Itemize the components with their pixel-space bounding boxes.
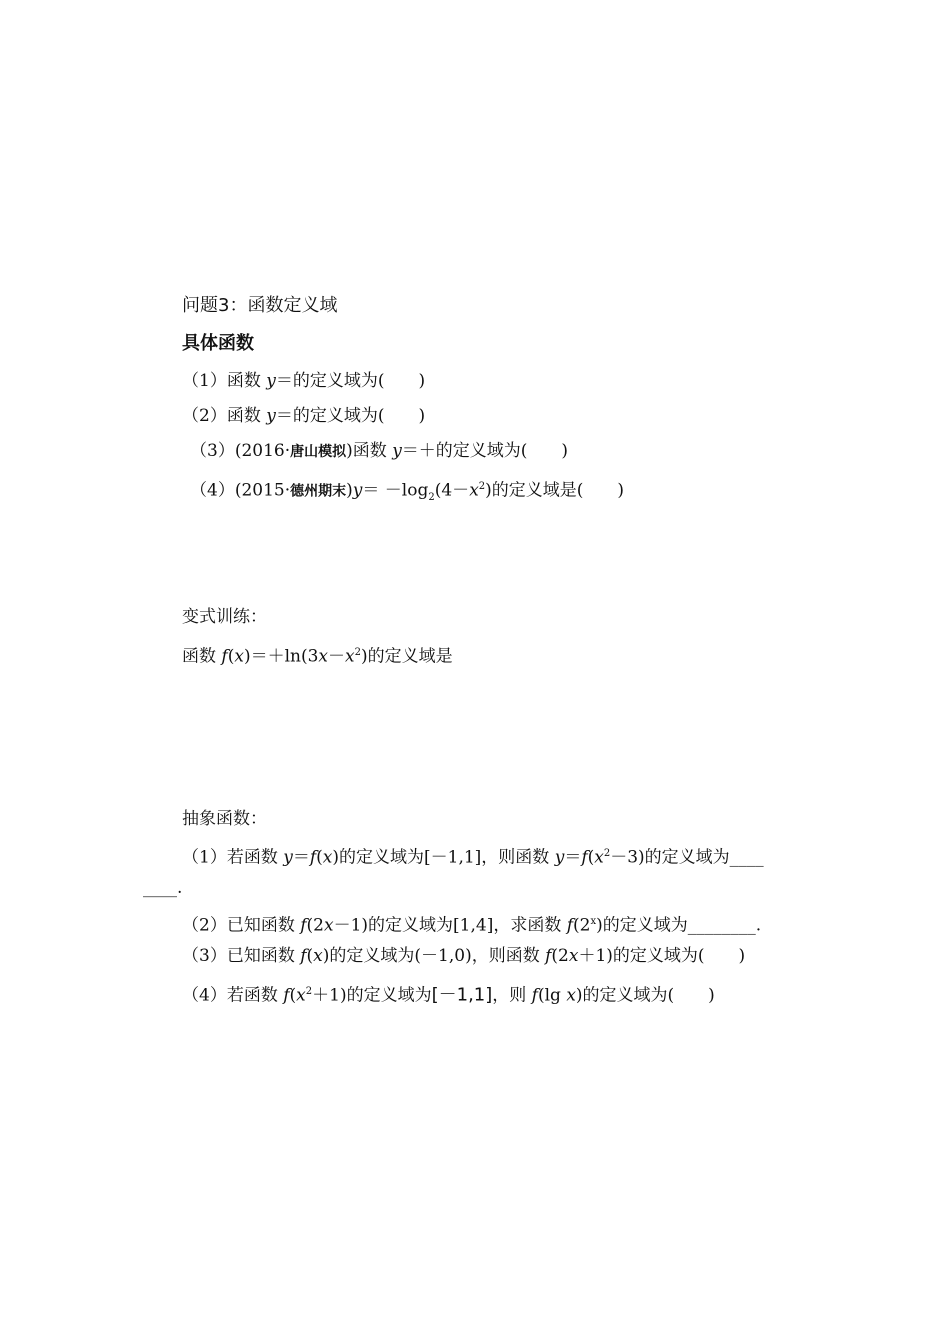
variable-x: x xyxy=(568,946,579,966)
question-number: （2） xyxy=(182,915,227,936)
variable-y: y xyxy=(554,847,565,868)
question-text: ＋1)的定义域为 xyxy=(312,985,432,1006)
question-text: ＝的定义域为( ) xyxy=(275,371,426,391)
variable-x: x xyxy=(296,985,306,1006)
abstract-question-1-continued: ____. xyxy=(143,878,183,898)
variant-title: 变式训练： xyxy=(182,607,267,627)
abstract-question-3 xyxy=(182,945,745,967)
question-text: )的定义域为( ) xyxy=(575,985,715,1006)
question-text: )的定义域是 xyxy=(360,646,453,667)
source-label: 德州期末 xyxy=(290,483,347,500)
function-f: f xyxy=(545,946,552,966)
question-text: (2 xyxy=(573,915,591,936)
log-base: 2 xyxy=(428,492,435,504)
paren: ( xyxy=(289,985,297,1006)
function-f: f xyxy=(221,646,228,667)
abstract-question-1 xyxy=(182,843,764,869)
variable-x: x xyxy=(318,646,328,667)
variable-x: x xyxy=(566,985,576,1006)
question-text: (2 xyxy=(551,946,569,966)
question-text: 已知函数 xyxy=(226,946,301,966)
section-title: 问题3：函数定义域 xyxy=(182,295,338,316)
variable-y: y xyxy=(392,441,402,461)
function-f: f xyxy=(300,946,307,966)
variable-x: x xyxy=(322,847,333,868)
question-text: )的定义域为[－1,1]，则函数 xyxy=(332,847,555,868)
paren: ( xyxy=(587,847,595,868)
question-text: 若函数 xyxy=(226,985,284,1006)
question-text: (4－ xyxy=(434,480,470,501)
function-f: f xyxy=(531,985,538,1006)
question-text: 函数 xyxy=(226,371,267,391)
question-text: －3)的定义域为____ xyxy=(610,847,764,868)
question-number: （4） xyxy=(182,985,227,1006)
question-number: （3） xyxy=(182,946,227,966)
question-number: （3） xyxy=(190,441,235,461)
interval: [－1,1] xyxy=(431,984,493,1006)
variable-x: x xyxy=(234,646,244,667)
question-text: )的定义域为(－1,0)，则函数 xyxy=(322,946,546,966)
function-f: f xyxy=(309,847,317,868)
question-text: 函数 xyxy=(352,441,393,461)
question-text: － xyxy=(328,646,345,667)
function-f: f xyxy=(566,915,574,936)
question-text: (2 xyxy=(306,915,324,936)
question-text: －1)的定义域为[1,4]，求函数 xyxy=(333,915,567,936)
question-number: （2） xyxy=(182,406,227,426)
exponent: 2 xyxy=(603,848,611,859)
variable-x: x xyxy=(313,946,323,966)
question-text: ＝ xyxy=(564,847,582,868)
question-text: ＝ －log xyxy=(362,480,429,501)
question-text: )＝＋ln(3 xyxy=(243,646,319,667)
question-2 xyxy=(182,405,425,427)
variable-x: x xyxy=(323,915,334,936)
paren: ( xyxy=(306,946,314,966)
variable-x: x xyxy=(345,646,355,667)
variable-x: x xyxy=(469,480,479,501)
abstract-title: 抽象函数： xyxy=(182,809,267,829)
exponent: 2 xyxy=(478,481,486,492)
exponent: 2 xyxy=(354,647,361,658)
question-text: ，则 xyxy=(492,985,532,1006)
paren: ( xyxy=(316,847,323,868)
question-number: （1） xyxy=(182,847,227,868)
source-year: (2016· xyxy=(234,441,291,461)
question-number: （1） xyxy=(182,371,227,391)
question-number: （4） xyxy=(190,480,235,501)
abstract-question-4 xyxy=(182,981,715,1007)
question-text: ＋1)的定义域为( ) xyxy=(578,946,746,966)
section-subtitle: 具体函数 xyxy=(182,333,254,354)
function-f: f xyxy=(300,915,307,936)
source-year: (2015· xyxy=(234,480,291,501)
variable-y: y xyxy=(283,847,293,868)
question-text: 函数 xyxy=(226,406,267,426)
question-text: (lg xyxy=(537,985,567,1006)
question-3 xyxy=(190,440,568,463)
source-close: ) xyxy=(346,480,353,501)
variable-y: y xyxy=(352,480,363,501)
function-f: f xyxy=(581,847,588,868)
abstract-question-2 xyxy=(182,911,761,937)
question-text: )的定义域为________. xyxy=(596,915,762,936)
variable-y: y xyxy=(266,371,276,391)
exponent: x xyxy=(590,916,597,927)
function-f: f xyxy=(283,985,290,1006)
question-text: ＝的定义域为( ) xyxy=(275,406,426,426)
paren: ( xyxy=(227,646,235,667)
variable-x: x xyxy=(594,847,604,868)
question-text: ＝＋的定义域为( ) xyxy=(401,441,569,461)
question-text: 函数 xyxy=(182,646,222,667)
question-1 xyxy=(182,370,425,392)
question-text: 已知函数 xyxy=(226,915,301,936)
source-close: ) xyxy=(346,441,353,461)
variant-question xyxy=(182,642,453,668)
question-4 xyxy=(190,476,624,509)
variable-y: y xyxy=(266,406,276,426)
source-label: 唐山模拟 xyxy=(290,444,347,460)
question-text: ＝ xyxy=(292,847,310,868)
question-text: 若函数 xyxy=(226,847,284,868)
exponent: 2 xyxy=(305,986,313,997)
question-text: )的定义域是( ) xyxy=(485,480,625,501)
